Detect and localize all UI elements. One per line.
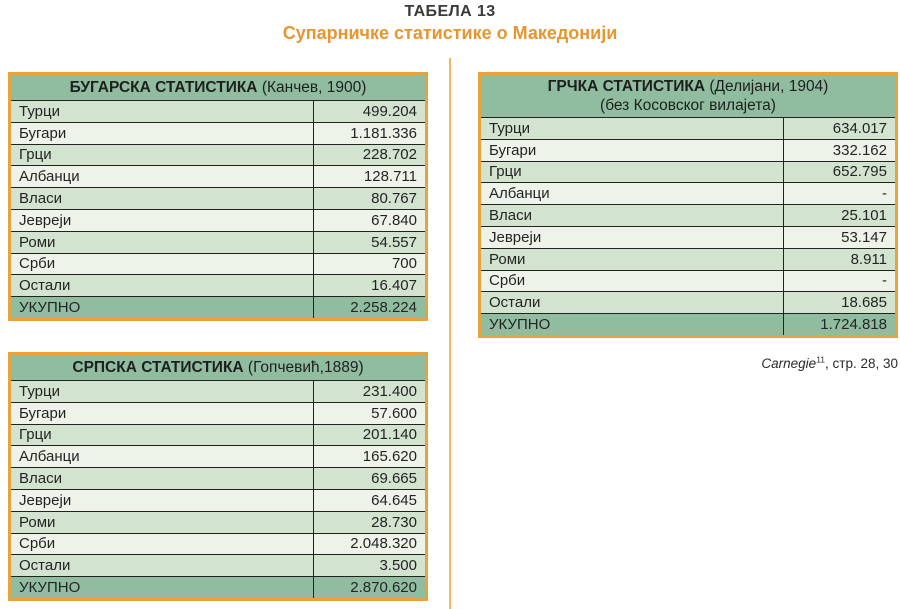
total-value: 1.724.818: [783, 314, 895, 335]
row-value: 25.101: [783, 205, 895, 226]
row-label: Бугари: [489, 141, 537, 159]
row-label: Остали: [19, 557, 71, 575]
row-label: Роми: [19, 233, 56, 251]
total-label: УКУПНО: [19, 299, 81, 317]
table-row: [11, 187, 425, 209]
row-label: Роми: [19, 513, 56, 531]
row-label: Остали: [489, 294, 541, 312]
table-row: [481, 204, 895, 226]
table-title-line: [481, 77, 895, 96]
row-label: Грци: [19, 426, 52, 444]
row-label: Албанци: [19, 168, 80, 186]
table-row: [481, 291, 895, 313]
table-row: [481, 248, 895, 270]
row-label: Срби: [19, 535, 56, 553]
row-value: 128.711: [313, 166, 425, 187]
table-row: [11, 231, 425, 253]
table-row: [481, 161, 895, 183]
citation-pages: , стр. 28, 30: [825, 356, 898, 371]
row-value: 2.048.320: [313, 534, 425, 555]
table-row: [481, 139, 895, 161]
row-label: Власи: [489, 207, 532, 225]
table-row: [11, 402, 425, 424]
row-value: 201.140: [313, 425, 425, 446]
row-value: 64.645: [313, 490, 425, 511]
row-value: 499.204: [313, 101, 425, 122]
row-value: 228.702: [313, 145, 425, 166]
source-citation: [478, 356, 898, 371]
row-label: Албанци: [19, 448, 80, 466]
table-source-note: (Канчев, 1900): [257, 79, 367, 96]
table-title-line: [11, 78, 425, 97]
table-row: [11, 445, 425, 467]
row-value: 165.620: [313, 446, 425, 467]
row-label: Грци: [489, 163, 522, 181]
table-title: БУГАРСКА СТАТИСТИКА: [69, 79, 258, 96]
table-row: [11, 489, 425, 511]
row-value: 634.017: [783, 118, 895, 139]
row-label: Турци: [19, 102, 60, 120]
row-value: 57.600: [313, 403, 425, 424]
greek-table-header: [481, 75, 895, 117]
table-row: [481, 270, 895, 292]
citation-footnote-number: 11: [816, 354, 826, 365]
table-row: [11, 165, 425, 187]
row-label: Срби: [19, 255, 56, 273]
table-row: [11, 511, 425, 533]
row-value: 8.911: [783, 249, 895, 270]
table-title-line: [11, 358, 425, 377]
table-source-note: (Делијани, 1904): [705, 78, 829, 95]
table-row: [11, 100, 425, 122]
table-row: [11, 209, 425, 231]
row-label: Јевреји: [19, 211, 72, 229]
total-label: УКУПНО: [489, 316, 551, 334]
row-value: 18.685: [783, 292, 895, 313]
row-label: Турци: [19, 382, 60, 400]
row-value: -: [783, 183, 895, 204]
row-label: Бугари: [19, 124, 67, 142]
bulgarian-statistics-table: [8, 72, 428, 321]
table-row: [11, 274, 425, 296]
table-row: [11, 144, 425, 166]
row-label: Власи: [19, 190, 62, 208]
table-row: [11, 554, 425, 576]
table-row: [481, 226, 895, 248]
table-subtitle-line: (без Косовског вилајета): [600, 97, 776, 114]
row-label: Турци: [489, 119, 530, 137]
row-label: Бугари: [19, 404, 67, 422]
table-title: СРПСКА СТАТИСТИКА: [72, 359, 244, 376]
table-source-note: (Гопчевић,1889): [243, 359, 364, 376]
table-row: [11, 467, 425, 489]
row-value: 67.840: [313, 210, 425, 231]
row-value: 332.162: [783, 140, 895, 161]
row-value: 3.500: [313, 555, 425, 576]
row-value: 80.767: [313, 188, 425, 209]
row-label: Грци: [19, 146, 52, 164]
row-value: 231.400: [313, 381, 425, 402]
row-value: 1.181.336: [313, 123, 425, 144]
row-label: Срби: [489, 272, 526, 290]
row-label: Остали: [19, 277, 71, 295]
table-row: [11, 253, 425, 275]
column-divider: [449, 58, 451, 609]
row-value: 54.557: [313, 232, 425, 253]
serbian-statistics-table: [8, 352, 428, 601]
row-label: Власи: [19, 470, 62, 488]
row-label: Албанци: [489, 185, 550, 203]
table-total-row: [11, 576, 425, 598]
citation-source: Carnegie: [761, 356, 817, 371]
table-total-row: [481, 313, 895, 335]
table-row: [481, 117, 895, 139]
row-label: Јевреји: [489, 228, 542, 246]
table-row: [11, 122, 425, 144]
table-row: [11, 533, 425, 555]
row-value: 652.795: [783, 162, 895, 183]
row-value: -: [783, 271, 895, 292]
total-label: УКУПНО: [19, 579, 81, 597]
table-title: ГРЧКА СТАТИСТИКА: [547, 78, 706, 95]
table-row: [11, 380, 425, 402]
serbian-table-header: [11, 355, 425, 380]
page-title: ТАБЕЛА 13: [404, 3, 496, 20]
total-value: 2.870.620: [313, 577, 425, 598]
table-row: [481, 182, 895, 204]
page-subtitle: Супарничке статистике о Македонији: [282, 23, 618, 43]
greek-statistics-table: [478, 72, 898, 338]
row-value: 700: [313, 254, 425, 275]
table-total-row: [11, 296, 425, 318]
total-value: 2.258.224: [313, 297, 425, 318]
table-row: [11, 424, 425, 446]
row-value: 28.730: [313, 512, 425, 533]
row-value: 53.147: [783, 227, 895, 248]
row-label: Јевреји: [19, 491, 72, 509]
row-value: 69.665: [313, 468, 425, 489]
bulgarian-table-header: [11, 75, 425, 100]
row-value: 16.407: [313, 275, 425, 296]
row-label: Роми: [489, 250, 526, 268]
